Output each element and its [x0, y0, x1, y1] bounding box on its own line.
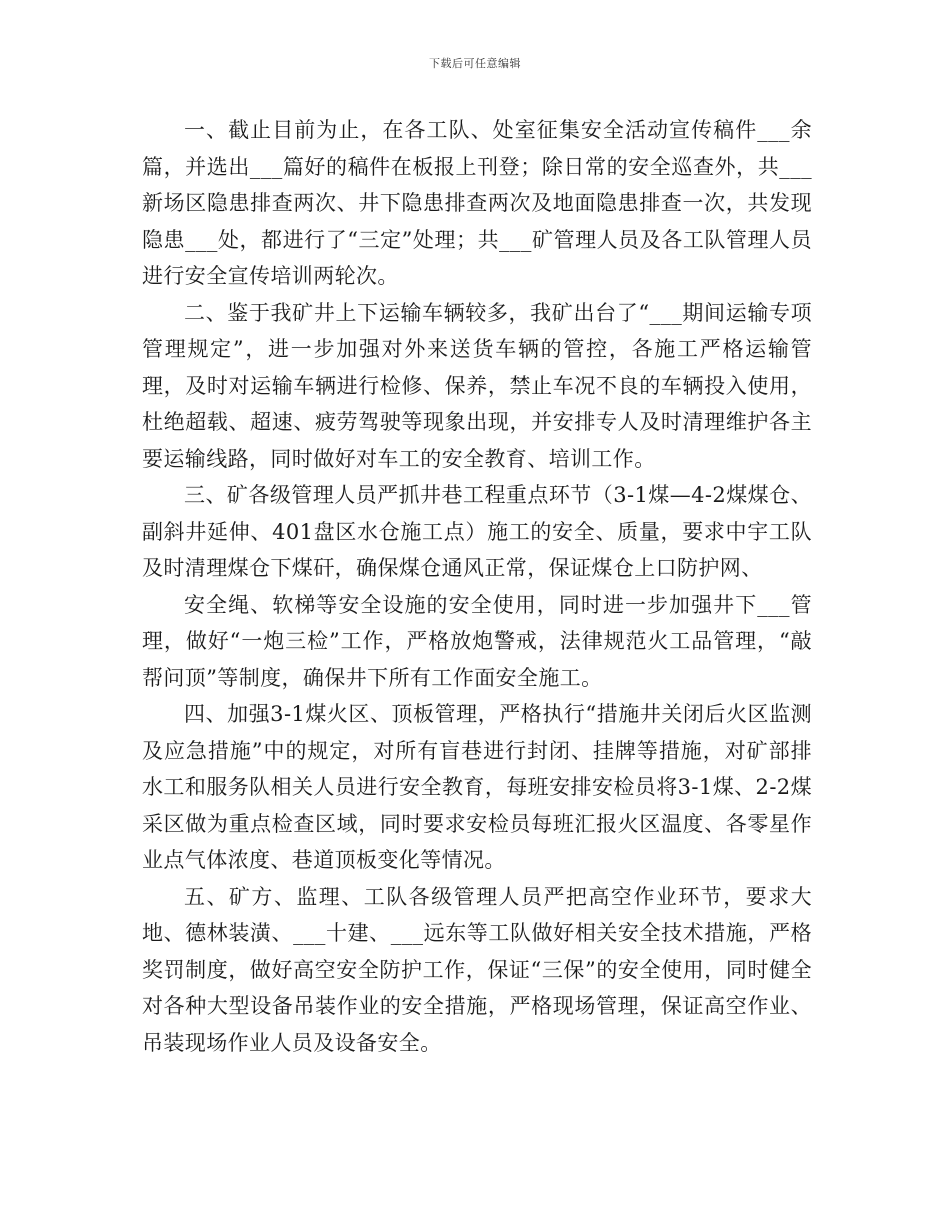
- paragraph-6: 五、矿方、监理、工队各级管理人员严把高空作业环节，要求大地、德林装潢、___十建、___远东等工队做好相关安全技术措施，严格奖罚制度，做好高空安全防护工作，保证“三保”的安全使用，同时健全对各种大型设备吊装作业的安全措施，严格现场管理，保证高空作业、吊装现场作业人员及设备安全。: [142, 884, 812, 1055]
- paragraph-1: 一、截止目前为止，在各工队、处室征集安全活动宣传稿件___余篇，并选出___篇好的稿件在板报上刊登；除日常的安全巡查外，共___新场区隐患排查两次、井下隐患排查两次及地面隐患排查一次，共发现隐患___处，都进行了“三定”处理；共___矿管理人员及各工队管理人员进行安全宣传培训两轮次。: [142, 118, 812, 288]
- paragraph-4: 安全绳、软梯等安全设施的安全使用，同时进一步加强井下___管理，做好“一炮三检”工作，严格放炮警戒，法律规范火工品管理，“敲帮问顶”等制度，确保井下所有工作面安全施工。: [142, 592, 812, 690]
- page-header: 下载后可任意编辑: [429, 57, 521, 70]
- paragraph-3: 三、矿各级管理人员严抓井巷工程重点环节（3-1煤—4-2煤煤仓、副斜井延伸、401盘区水仓施工点）施工的安全、质量，要求中宇工队及时清理煤仓下煤矸，确保煤仓通风正常，保证煤仓上口防护网、: [142, 483, 812, 580]
- paragraph-5: 四、加强3-1煤火区、顶板管理，严格执行“措施井关闭后火区监测及应急措施”中的规定，对所有盲巷进行封闭、挂牌等措施，对矿部排水工和服务队相关人员进行安全教育，每班安排安检员将3-1煤、2-2煤采区做为重点检查区域，同时要求安检员每班汇报火区温度、各零星作业点气体浓度、巷道顶板变化等情况。: [142, 702, 812, 872]
- paragraph-2: 二、鉴于我矿井上下运输车辆较多，我矿出台了“___期间运输专项管理规定”，进一步加强对外来送货车辆的管控，各施工严格运输管理，及时对运输车辆进行检修、保养，禁止车况不良的车辆投入使用，杜绝超载、超速、疲劳驾驶等现象出现，并安排专人及时清理维护各主要运输线路，同时做好对车工的安全教育、培训工作。: [142, 300, 812, 471]
- document-body: [142, 112, 812, 1061]
